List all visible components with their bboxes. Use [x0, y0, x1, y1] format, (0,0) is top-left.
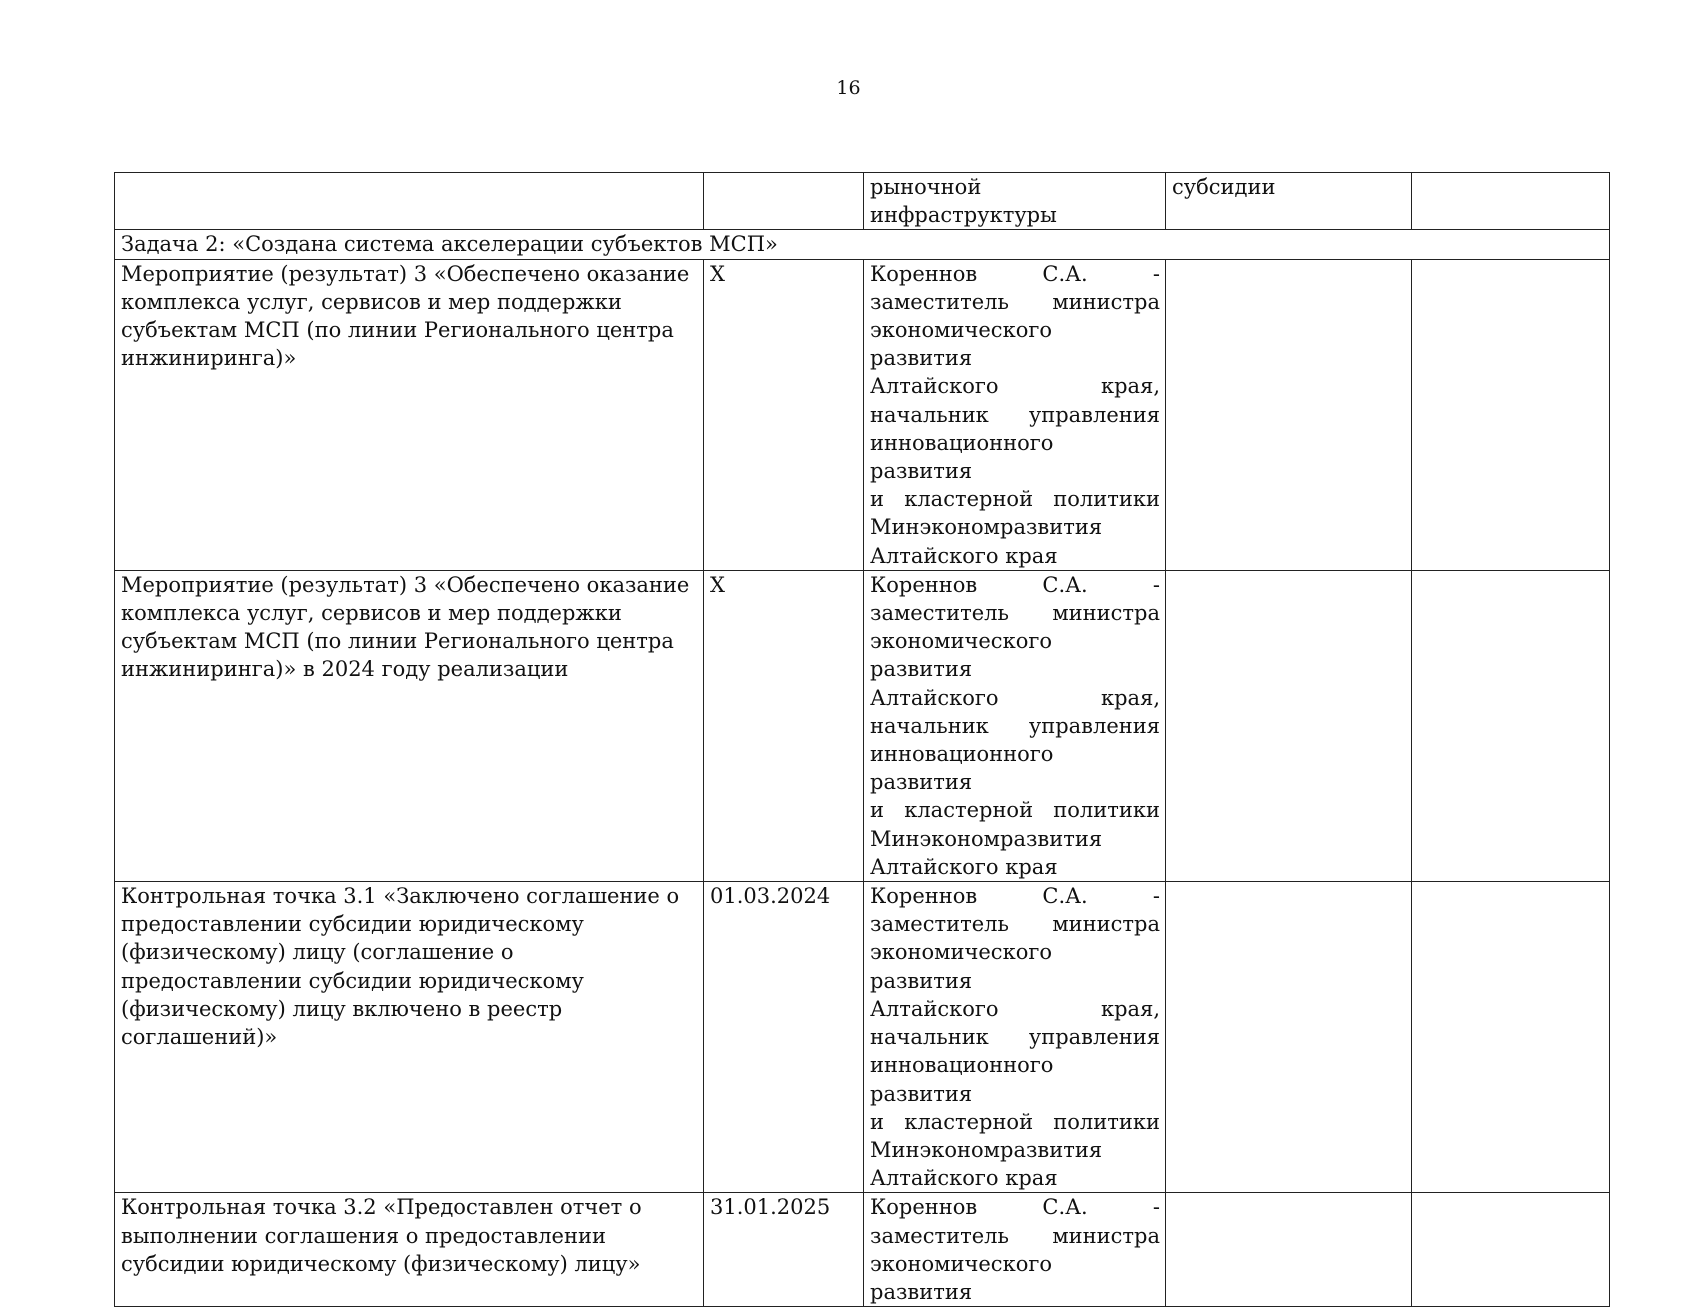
responsible-line: Минэкономразвития [870, 826, 1103, 851]
table-row [115, 1193, 1610, 1307]
table-cell [1166, 882, 1412, 1193]
responsible-line: Алтайского края, [870, 996, 1160, 1021]
table-cell [1166, 1193, 1412, 1307]
responsible-line: Минэкономразвития [870, 515, 1103, 540]
cell-text: субсидии [1172, 175, 1276, 199]
date-cell: X [704, 570, 864, 881]
responsible-cell [864, 259, 1166, 570]
responsible-line: начальник управления [870, 1025, 1160, 1050]
date-cell: 01.03.2024 [704, 882, 864, 1193]
responsible-line: Кореннов С.А. - [870, 1195, 1160, 1220]
responsible-line: инновационного развития [870, 430, 1054, 484]
responsible-line: Кореннов С.А. - [870, 884, 1160, 909]
responsible-line: заместитель министра [870, 912, 1160, 937]
responsible-line: экономического развития [870, 629, 1052, 682]
table-cell [1166, 173, 1412, 230]
activity-name-cell: Контрольная точка 3.2 «Предоставлен отчет о выполнении соглашения о предоставлении субсидии юридическому (физическому) лицу» [115, 1193, 704, 1307]
task-cell: Задача 2: «Создана система акселерации субъектов МСП» [115, 230, 1610, 259]
activity-name-cell: Мероприятие (результат) 3 «Обеспечено оказание комплекса услуг, сервисов и мер поддержки субъектам МСП (по линии Регионального центра инжиниринга)» [115, 259, 704, 570]
cell-text: инфраструктуры [870, 203, 1057, 228]
table-cell [1412, 173, 1610, 230]
table-cell [1412, 259, 1610, 570]
responsible-line: начальник управления [870, 402, 1160, 427]
responsible-line: Алтайского края, [870, 374, 1160, 399]
table-row [115, 570, 1610, 881]
table-cell [1166, 570, 1412, 881]
task-row [115, 230, 1610, 259]
responsible-line: экономического развития [870, 318, 1052, 371]
responsible-line: экономического развития [870, 1251, 1052, 1304]
table-cell [704, 173, 864, 230]
table-cell [115, 173, 704, 230]
responsible-cell [864, 882, 1166, 1193]
table-row [115, 173, 1610, 230]
table-cell [1412, 1193, 1610, 1307]
table-cell [864, 173, 1166, 230]
table-cell [1412, 882, 1610, 1193]
table-cell [1412, 570, 1610, 881]
responsible-cell [864, 570, 1166, 881]
date-cell: 31.01.2025 [704, 1193, 864, 1307]
responsible-line: Алтайского края, [870, 685, 1160, 710]
responsible-line: инновационного развития [870, 742, 1054, 795]
table-row [115, 259, 1610, 570]
activity-name-cell: Контрольная точка 3.1 «Заключено соглашение о предоставлении субсидии юридическому (физическому) лицу (соглашение о предоставлении субсидии юридическому (физическому) лицу включено в реестр соглашений)» [115, 882, 704, 1193]
activity-name-cell: Мероприятие (результат) 3 «Обеспечено оказание комплекса услуг, сервисов и мер поддержки субъектам МСП (по линии Регионального центра инжиниринга)» в 2024 году реализации [115, 570, 704, 881]
responsible-line: Алтайского края [870, 1166, 1058, 1191]
responsible-line: заместитель министра [870, 289, 1160, 314]
table-row [115, 882, 1610, 1193]
responsible-line: начальник управления [870, 713, 1160, 738]
page-number: 16 [836, 77, 861, 99]
responsible-line: Кореннов С.А. - [870, 572, 1160, 597]
responsible-line: заместитель министра [870, 601, 1160, 626]
responsible-line: экономического развития [870, 940, 1052, 993]
responsible-cell [864, 1193, 1166, 1307]
date-cell: X [704, 259, 864, 570]
responsible-line: инновационного развития [870, 1053, 1054, 1106]
responsible-line: заместитель министра [870, 1223, 1160, 1248]
activities-table [114, 172, 1610, 1307]
responsible-line: и кластерной политики [870, 798, 1160, 823]
table-cell [1166, 259, 1412, 570]
responsible-line: и кластерной политики [870, 487, 1160, 512]
responsible-line: Алтайского края [870, 854, 1058, 879]
responsible-line: и кластерной политики [870, 1109, 1160, 1134]
cell-text: рыночной [870, 175, 982, 199]
responsible-line: Алтайского края [870, 543, 1058, 568]
responsible-line: Минэкономразвития [870, 1137, 1103, 1162]
responsible-line: Кореннов С.А. - [870, 261, 1160, 286]
